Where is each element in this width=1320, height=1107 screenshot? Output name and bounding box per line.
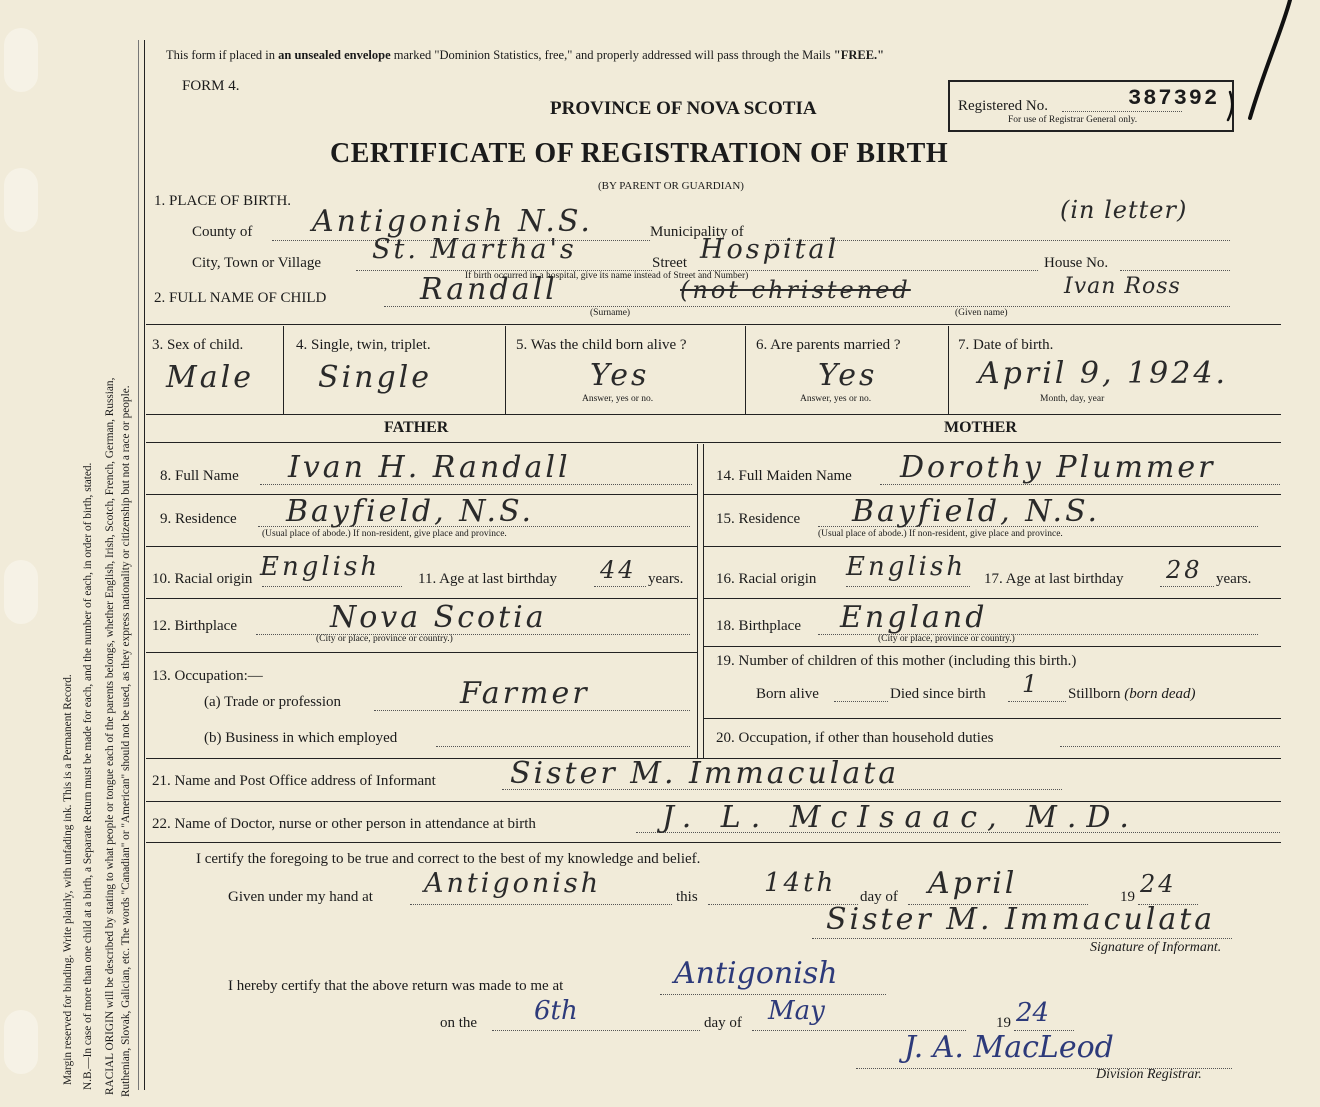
plurality-value: Single [318,360,433,395]
certify-year-value: 24 [1140,870,1177,898]
registrar-day-of-label: day of [704,1015,742,1031]
municipality-label: Municipality of [650,224,744,240]
certify-year-prefix: 19 [1120,889,1135,905]
child-name-label: 2. FULL NAME OF CHILD [154,290,327,306]
mail-notice: This form if placed in an unsealed envelope marked "Dominion Statistics, free," and properly addressed will pass through the Mails "FREE." [166,48,885,62]
trade-label: (a) Trade or profession [204,694,342,710]
father-birthplace-note: (City or place, province or country.) [316,634,453,644]
children-count-label: 19. Number of children of this mother (including this birth.) [716,653,1077,669]
certify-month-value: April [928,866,1018,901]
given-place-line [410,904,672,905]
father-racial-line [262,586,402,587]
street-value: Hospital [700,234,840,265]
on-the-label: on the [440,1015,478,1031]
given-place-value: Antigonish [424,868,602,899]
rule [146,652,698,653]
born-alive-count-line [834,701,888,702]
informant-signature-line [812,938,1232,939]
column-divider [703,444,704,758]
signature-of-informant-label: Signature of Informant. [1090,940,1222,955]
mother-residence-note: (Usual place of abode.) If non-resident, give place and province. [818,529,1063,539]
child-given-name: Ivan Ross [1064,274,1181,299]
mother-occupation-label: 20. Occupation, if other than household duties [716,730,994,746]
married-value: Yes [818,358,878,393]
registered-label: Registered No. [958,98,1048,114]
father-racial-value: English [260,552,381,582]
form-number: FORM 4. [182,78,240,94]
rule [704,718,1281,719]
stillborn-text: Stillborn [1068,686,1121,702]
binder-hole [4,1010,38,1074]
province-title: PROVINCE OF NOVA SCOTIA [550,98,817,119]
mother-age-value: 28 [1166,556,1203,584]
certificate-subtitle: (BY PARENT OR GUARDIAN) [598,180,744,192]
margin-text-3: RACIAL ORIGIN will be described by stating to what people or tongue each of the parents belongs, whether English, Irish, Scotch, French, German, Russian, [104,377,116,1095]
registrar-note: For use of Registrar General only. [1008,115,1138,125]
house-number-label: House No. [1044,255,1109,271]
mother-name-value: Dorothy Plummer [900,450,1216,485]
county-value: Antigonish N.S. [312,204,593,239]
married-label: 6. Are parents married ? [756,337,901,353]
registrar-place-value: Antigonish [674,956,838,991]
margin-text-2: N.B.—In case of more than one child at a birth, a Separate Return must be made for each, and the number of each, in order of birth, stated. [82,462,94,1090]
doctor-label: 22. Name of Doctor, nurse or other person in attendance at birth [152,816,536,832]
doctor-value: J. L. McIsaac, M.D. [662,800,1139,835]
died-since-birth-line [1008,701,1066,702]
business-line [436,746,690,747]
trade-value: Farmer [460,676,590,711]
mother-age-label: 17. Age at last birthday [984,571,1124,587]
born-alive-count-label: Born alive [756,686,819,702]
father-residence-label: 9. Residence [160,511,237,527]
mother-occupation-line [1060,746,1280,747]
rule [704,598,1281,599]
mother-residence-label: 15. Residence [716,511,801,527]
date-of-birth-value: April 9, 1924. [978,356,1228,391]
city-label: City, Town or Village [192,255,322,271]
died-since-birth-value: 1 [1022,670,1041,698]
sex-label: 3. Sex of child. [152,337,244,353]
mother-racial-label: 16. Racial origin [716,571,817,587]
city-value: St. Martha's [372,234,577,265]
registrar-day-line [492,1030,700,1031]
mother-racial-line [846,586,970,587]
cell-divider [745,326,746,414]
rule [146,324,1281,325]
registrar-day-value: 6th [534,996,578,1026]
mother-residence-value: Bayfield, N.S. [852,494,1101,529]
informant-label: 21. Name and Post Office address of Informant [152,773,436,789]
rule [146,598,698,599]
father-years-label: years. [648,571,684,587]
plurality-label: 4. Single, twin, triplet. [296,337,431,353]
registered-number: 387392 [1128,86,1220,111]
division-registrar-label: Division Registrar. [1096,1067,1202,1082]
child-struck-text: (not christened [680,276,911,304]
sex-value: Male [166,360,254,395]
given-name-note: (Given name) [955,308,1008,318]
cell-divider [948,326,949,414]
business-label: (b) Business in which employed [204,730,398,746]
father-age-label: 11. Age at last birthday [418,571,557,587]
binder-hole [4,28,38,92]
married-note: Answer, yes or no. [800,394,872,404]
father-birthplace-value: Nova Scotia [330,600,547,635]
mother-racial-value: English [846,552,967,582]
day-of-label: day of [860,889,898,905]
registrar-place-line [660,994,886,995]
father-occupation-label: 13. Occupation:— [152,668,263,684]
rule [704,546,1281,547]
father-heading: FATHER [384,419,449,436]
registrar-statement: I hereby certify that the above return was made to me at [228,978,564,994]
registered-box [948,80,1234,132]
mother-birthplace-note: (City or place, province or country.) [878,634,1015,644]
registrar-month-value: May [768,996,825,1026]
mother-name-label: 14. Full Maiden Name [716,468,852,484]
father-racial-label: 10. Racial origin [152,571,253,587]
margin-text-1: Margin reserved for binding. Write plainly, with unfading ink. This is a Permanent Record. [62,674,74,1085]
left-border-line [144,40,145,1090]
binder-hole [4,168,38,232]
hospital-note: If birth occurred in a hospital, give its name instead of Street and Number) [465,271,749,281]
father-birthplace-label: 12. Birthplace [152,618,237,634]
municipality-value: (in letter) [1060,196,1188,224]
born-alive-label: 5. Was the child born alive ? [516,337,687,353]
mother-heading: MOTHER [944,419,1017,436]
mother-birthplace-label: 18. Birthplace [716,618,801,634]
given-label: Given under my hand at [228,889,373,905]
registrar-year-value: 24 [1016,998,1050,1028]
this-label: this [676,889,698,905]
certify-statement: I certify the foregoing to be true and correct to the best of my knowledge and belief. [196,851,701,867]
died-since-birth-label: Died since birth [890,686,986,702]
county-label: County of [192,224,253,240]
certify-day-value: 14th [764,868,837,898]
column-divider [697,444,698,758]
mother-birthplace-value: England [840,600,988,635]
street-line [698,270,1038,271]
registered-line [1062,111,1182,112]
rule [146,842,1281,843]
registrar-year-prefix: 19 [996,1015,1011,1031]
father-age-value: 44 [600,556,637,584]
father-name-value: Ivan H. Randall [288,450,571,485]
stillborn-note: (born dead) [1124,686,1196,702]
stillborn-label [1068,686,1196,703]
father-age-line [594,586,646,587]
informant-signature: Sister M. Immaculata [826,902,1216,937]
cell-divider [283,326,284,414]
margin-text-4: Ruthenian, Slovak, Galician, etc. The words "Canadian" or "American" should not be used, as they express nationality or citizenship but not a race or people. [120,385,132,1097]
left-border-line [138,40,139,1090]
pen-stroke-mark [1220,0,1320,130]
street-label: Street [652,255,687,271]
born-alive-value: Yes [590,358,650,393]
rule [146,414,1281,415]
date-of-birth-note: Month, day, year [1040,394,1105,404]
child-surname: Randall [420,272,558,307]
date-of-birth-label: 7. Date of birth. [958,337,1054,353]
place-of-birth-label: 1. PLACE OF BIRTH. [154,193,292,209]
certificate-title: CERTIFICATE OF REGISTRATION OF BIRTH [330,138,949,169]
born-alive-note: Answer, yes or no. [582,394,654,404]
mother-age-line [1160,586,1214,587]
informant-value: Sister M. Immaculata [510,756,900,791]
surname-note: (Surname) [590,308,631,318]
mother-years-label: years. [1216,571,1252,587]
house-number-line [1120,270,1230,271]
cell-divider [505,326,506,414]
rule [146,546,698,547]
rule [146,442,1281,443]
father-residence-value: Bayfield, N.S. [286,494,535,529]
father-name-label: 8. Full Name [160,468,239,484]
registrar-signature: J. A. MacLeod [904,1030,1114,1065]
rule [704,646,1281,647]
father-residence-note: (Usual place of abode.) If non-resident, give place and province. [262,529,507,539]
binder-hole [4,560,38,624]
